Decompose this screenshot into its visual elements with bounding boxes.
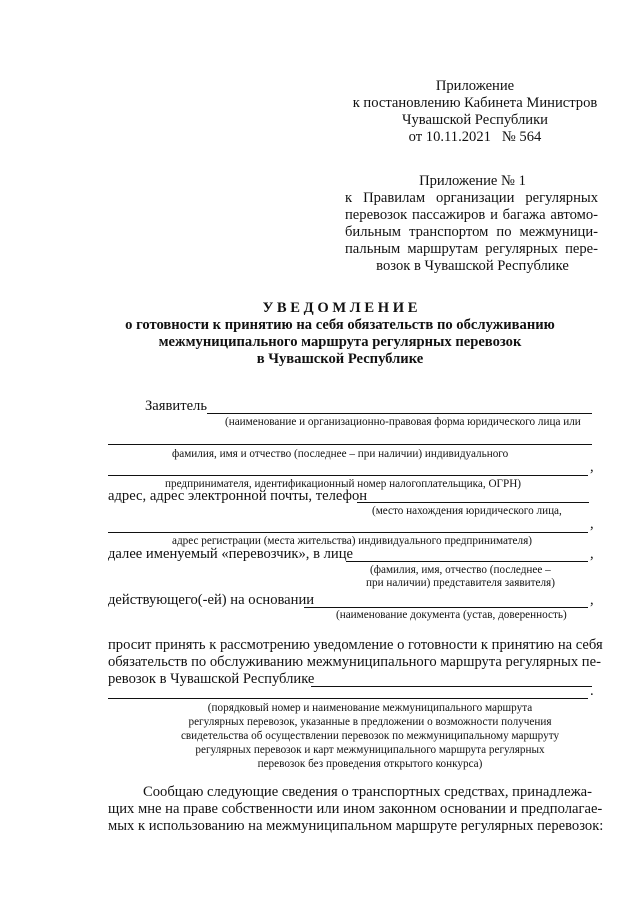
appendix-1-line: перевозок пассажиров и багажа автомо- [345, 207, 598, 223]
route-hint: свидетельства об осуществлении перевозок по межмуниципальному маршруту [180, 730, 560, 742]
appendix-1-line: возок в Чувашской Республике [376, 258, 569, 274]
appendix-main-line3: Чувашской Республики [402, 112, 548, 128]
period: . [590, 683, 594, 699]
request-text-line: просит принять к рассмотрению уведомление о готовности к принятию на себя [108, 637, 603, 653]
route-hint: перевозок без проведения открытого конкурса) [257, 758, 483, 770]
address-label: адрес, адрес электронной почты, телефон [108, 488, 368, 504]
appendix-1-title: Приложение № 1 [419, 173, 526, 189]
basis-hint: (наименование документа (устав, доверенность) [336, 609, 567, 621]
request-text-line: обязательств по обслуживанию межмуниципального маршрута регулярных пе- [108, 654, 601, 670]
route-field-line[interactable] [108, 698, 588, 699]
applicant-label: Заявитель [145, 398, 207, 414]
document-title: У В Е Д О М Л Е Н И Е [262, 300, 418, 316]
comma: , [590, 592, 594, 608]
representative-hint: (фамилия, имя, отчество (последнее – [370, 564, 551, 576]
route-hint: (порядковый номер и наименование межмуниципального маршрута [207, 702, 533, 714]
address-field-line[interactable] [108, 532, 588, 533]
representative-hint: при наличии) представителя заявителя) [366, 577, 555, 589]
comma: , [590, 546, 594, 562]
route-field-line[interactable] [311, 686, 592, 687]
representative-field-line[interactable] [346, 561, 588, 562]
carrier-label: далее именуемый «перевозчик», в лице [108, 546, 354, 562]
route-hint: регулярных перевозок и карт межмуниципального маршрута регулярных [195, 744, 545, 756]
comma: , [590, 516, 594, 532]
appendix-main-date: от 10.11.2021 № 564 [408, 129, 542, 145]
applicant-hint: (наименование и организационно-правовая форма юридического лица или [225, 416, 581, 428]
address-hint: (место нахождения юридического лица, [372, 505, 562, 517]
info-text-line: щих мне на праве собственности или ином законном основании и предполагае- [108, 801, 603, 817]
applicant-field-line[interactable] [108, 444, 592, 445]
appendix-1-line: к Правилам организации регулярных [345, 190, 598, 206]
info-text-line: Сообщаю следующие сведения о транспортных средствах, принадлежа- [143, 784, 592, 800]
info-text-line: мых к использованию на межмуниципальном маршруте регулярных перевозок: [108, 818, 604, 834]
applicant-field-line[interactable] [207, 413, 592, 414]
document-subtitle-line3: в Чувашской Республике [256, 351, 424, 367]
appendix-1-line: бильным транспортом по межмуници- [345, 224, 598, 240]
document-subtitle-line1: о готовности к принятию на себя обязательств по обслуживанию [125, 317, 555, 333]
applicant-hint: предпринимателя, идентификационный номер налогоплательщика, ОГРН) [165, 478, 522, 490]
basis-label: действующего(-ей) на основании [108, 592, 315, 608]
appendix-main-line1: Приложение [435, 78, 515, 94]
applicant-field-line[interactable] [108, 475, 588, 476]
request-text-line: ревозок в Чувашской Республике [108, 671, 315, 687]
appendix-main-line2: к постановлению Кабинета Министров [352, 95, 598, 111]
address-hint: адрес регистрации (места жительства) индивидуального предпринимателя) [172, 535, 532, 547]
appendix-1-line: пальным маршрутам регулярных пере- [345, 241, 598, 257]
address-field-line[interactable] [357, 502, 589, 503]
document-subtitle-line2: межмуниципального маршрута регулярных перевозок [158, 334, 522, 350]
route-hint: регулярных перевозок, указанные в предложении о возможности получения [188, 716, 552, 728]
applicant-hint: фамилия, имя и отчество (последнее – при наличии) индивидуального [172, 448, 509, 460]
comma: , [590, 459, 594, 475]
